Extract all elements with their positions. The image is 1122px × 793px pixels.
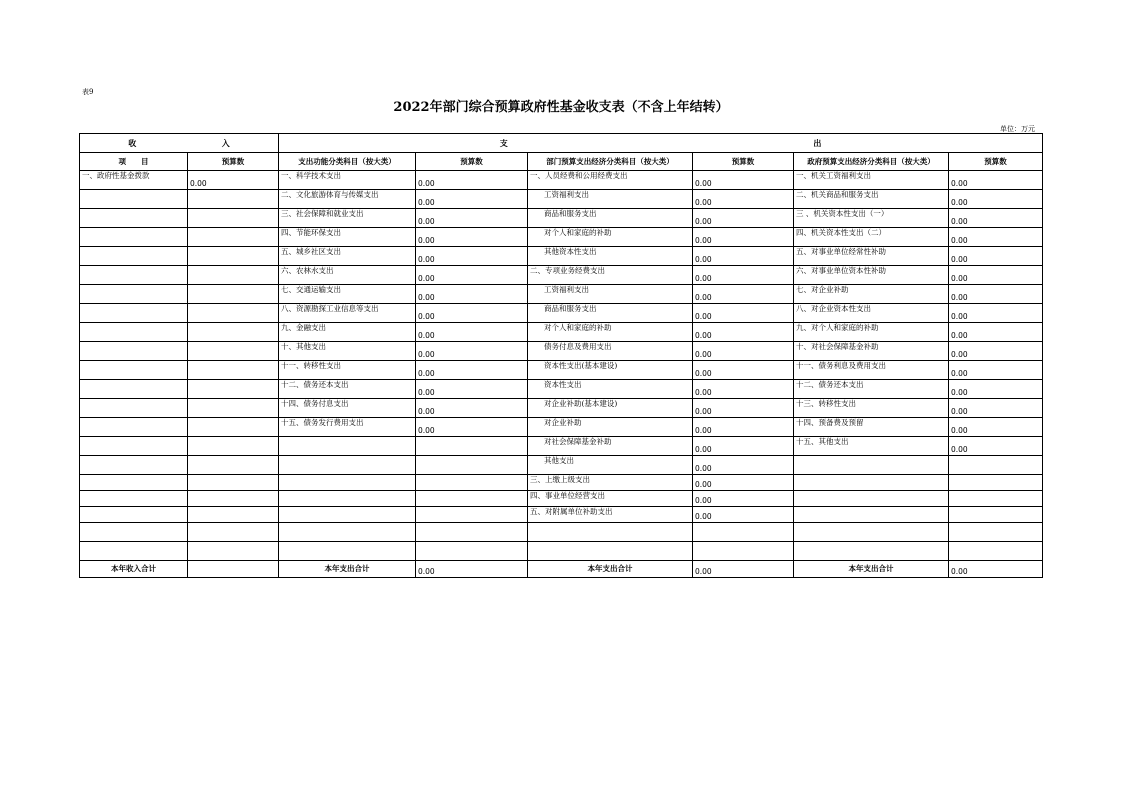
income-budget-cell <box>188 523 279 542</box>
income-budget-cell <box>188 475 279 491</box>
income-item-cell <box>80 380 188 399</box>
function-item-cell: 十、其他支出 <box>279 342 416 361</box>
dept-econ-item-cell: 对企业补助 <box>528 418 693 437</box>
dept-econ-budget-cell: 0.00 <box>693 418 794 437</box>
income-item-cell <box>80 342 188 361</box>
income-item-cell <box>80 491 188 507</box>
gov-econ-item-cell: 一、机关工资福利支出 <box>794 171 949 190</box>
function-budget-cell: 0.00 <box>416 304 528 323</box>
gov-econ-item-cell: 二、机关商品和服务支出 <box>794 190 949 209</box>
income-item-cell <box>80 247 188 266</box>
income-budget-cell <box>188 456 279 475</box>
total-value-cell <box>188 561 279 578</box>
dept-econ-item-cell: 对个人和家庭的补助 <box>528 228 693 247</box>
gov-econ-budget-cell: 0.00 <box>949 247 1043 266</box>
col-header-gov-econ-class: 政府预算支出经济分类科目（按大类） <box>794 153 949 171</box>
dept-econ-item-cell: 资本性支出(基本建设) <box>528 361 693 380</box>
dept-econ-item-cell: 商品和服务支出 <box>528 304 693 323</box>
income-budget-cell <box>188 247 279 266</box>
section-header-row <box>80 134 1043 153</box>
gov-econ-item-cell: 三 、机关资本性支出（一） <box>794 209 949 228</box>
dept-econ-budget-cell <box>693 523 794 542</box>
dept-econ-budget-cell: 0.00 <box>693 228 794 247</box>
dept-econ-budget-cell: 0.00 <box>693 361 794 380</box>
table-row <box>80 304 1043 323</box>
function-item-cell: 九、金融支出 <box>279 323 416 342</box>
income-budget-cell <box>188 380 279 399</box>
function-item-cell: 三、社会保障和就业支出 <box>279 209 416 228</box>
gov-econ-item-cell: 六、对事业单位资本性补助 <box>794 266 949 285</box>
gov-econ-budget-cell: 0.00 <box>949 380 1043 399</box>
income-budget-cell <box>188 491 279 507</box>
income-item-cell <box>80 266 188 285</box>
table-row <box>80 475 1043 491</box>
total-value-cell: 0.00 <box>416 561 528 578</box>
dept-econ-item-cell: 对企业补助(基本建设) <box>528 399 693 418</box>
income-item-cell <box>80 209 188 228</box>
gov-econ-item-cell <box>794 542 949 561</box>
function-budget-cell <box>416 456 528 475</box>
income-budget-cell <box>188 342 279 361</box>
dept-econ-item-cell: 工资福利支出 <box>528 285 693 304</box>
function-budget-cell <box>416 437 528 456</box>
table-number: 表9 <box>82 88 94 96</box>
dept-econ-item-cell: 三、上缴上级支出 <box>528 475 693 491</box>
function-item-cell: 十五、债务发行费用支出 <box>279 418 416 437</box>
income-budget-cell: 0.00 <box>188 171 279 190</box>
function-budget-cell: 0.00 <box>416 266 528 285</box>
totals-row <box>80 561 1043 578</box>
income-item-cell <box>80 542 188 561</box>
total-value-cell: 0.00 <box>949 561 1043 578</box>
income-item-cell <box>80 228 188 247</box>
function-budget-cell: 0.00 <box>416 190 528 209</box>
gov-econ-budget-cell: 0.00 <box>949 171 1043 190</box>
dept-econ-budget-cell: 0.00 <box>693 247 794 266</box>
gov-econ-item-cell <box>794 475 949 491</box>
table-row <box>80 437 1043 456</box>
function-item-cell: 八、资源勘探工业信息等支出 <box>279 304 416 323</box>
table-row <box>80 209 1043 228</box>
table-row <box>80 190 1043 209</box>
income-budget-cell <box>188 304 279 323</box>
function-item-cell: 二、文化旅游体育与传媒支出 <box>279 190 416 209</box>
gov-econ-budget-cell: 0.00 <box>949 209 1043 228</box>
dept-econ-item-cell: 商品和服务支出 <box>528 209 693 228</box>
income-item-cell <box>80 475 188 491</box>
dept-econ-item-cell: 五、对附属单位补助支出 <box>528 507 693 523</box>
gov-econ-budget-cell <box>949 456 1043 475</box>
income-budget-cell <box>188 228 279 247</box>
function-budget-cell: 0.00 <box>416 418 528 437</box>
gov-econ-item-cell: 十一、债务利息及费用支出 <box>794 361 949 380</box>
gov-econ-budget-cell <box>949 475 1043 491</box>
gov-econ-budget-cell: 0.00 <box>949 418 1043 437</box>
table-row <box>80 399 1043 418</box>
gov-econ-item-cell: 十三、转移性支出 <box>794 399 949 418</box>
income-budget-cell <box>188 209 279 228</box>
gov-econ-budget-cell: 0.00 <box>949 342 1043 361</box>
table-row <box>80 266 1043 285</box>
income-item-cell <box>80 418 188 437</box>
income-section-char-1: 收 <box>128 138 137 148</box>
col-header-function-class: 支出功能分类科目（按大类） <box>279 153 416 171</box>
income-item-cell <box>80 304 188 323</box>
table-row <box>80 380 1043 399</box>
income-section-char-2: 入 <box>221 138 230 148</box>
table-row <box>80 247 1043 266</box>
function-budget-cell <box>416 475 528 491</box>
function-budget-cell <box>416 542 528 561</box>
dept-econ-budget-cell: 0.00 <box>693 491 794 507</box>
gov-econ-budget-cell <box>949 523 1043 542</box>
function-item-cell: 十四、债务付息支出 <box>279 399 416 418</box>
income-item-cell <box>80 190 188 209</box>
income-item-cell <box>80 361 188 380</box>
page-title: 2022年部门综合预算政府性基金收支表（不含上年结转） <box>393 100 729 115</box>
gov-econ-item-cell: 七、对企业补助 <box>794 285 949 304</box>
income-budget-cell <box>188 361 279 380</box>
table-row <box>80 507 1043 523</box>
function-item-cell: 一、科学技术支出 <box>279 171 416 190</box>
dept-econ-budget-cell: 0.00 <box>693 266 794 285</box>
income-item-cell <box>80 323 188 342</box>
gov-econ-budget-cell: 0.00 <box>949 437 1043 456</box>
function-budget-cell: 0.00 <box>416 399 528 418</box>
gov-econ-budget-cell: 0.00 <box>949 399 1043 418</box>
gov-econ-item-cell: 十、对社会保障基金补助 <box>794 342 949 361</box>
function-item-cell: 四、节能环保支出 <box>279 228 416 247</box>
dept-econ-item-cell: 债务付息及费用支出 <box>528 342 693 361</box>
table-row <box>80 228 1043 247</box>
income-budget-cell <box>188 190 279 209</box>
gov-econ-item-cell: 四、机关资本性支出（二） <box>794 228 949 247</box>
table-row <box>80 323 1043 342</box>
dept-econ-budget-cell: 0.00 <box>693 209 794 228</box>
col-header-budget: 预算数 <box>416 153 528 171</box>
expense-section-char-2: 出 <box>813 138 822 148</box>
table-row <box>80 523 1043 542</box>
function-budget-cell: 0.00 <box>416 342 528 361</box>
dept-econ-item-cell: 对个人和家庭的补助 <box>528 323 693 342</box>
income-budget-cell <box>188 399 279 418</box>
income-budget-cell <box>188 285 279 304</box>
gov-econ-item-cell <box>794 456 949 475</box>
function-item-cell <box>279 456 416 475</box>
table-row <box>80 285 1043 304</box>
dept-econ-item-cell <box>528 523 693 542</box>
gov-econ-budget-cell: 0.00 <box>949 285 1043 304</box>
income-item-cell <box>80 399 188 418</box>
total-label-cell: 本年支出合计 <box>279 561 416 578</box>
function-budget-cell: 0.00 <box>416 285 528 304</box>
income-budget-cell <box>188 507 279 523</box>
function-budget-cell: 0.00 <box>416 209 528 228</box>
table-row <box>80 418 1043 437</box>
col-header-dept-econ-class: 部门预算支出经济分类科目（按大类） <box>528 153 693 171</box>
dept-econ-budget-cell: 0.00 <box>693 507 794 523</box>
function-budget-cell: 0.00 <box>416 171 528 190</box>
gov-econ-budget-cell: 0.00 <box>949 228 1043 247</box>
col-header-budget: 预算数 <box>693 153 794 171</box>
col-header-item: 项 目 <box>80 153 188 171</box>
income-budget-cell <box>188 418 279 437</box>
gov-econ-budget-cell <box>949 542 1043 561</box>
dept-econ-budget-cell: 0.00 <box>693 437 794 456</box>
dept-econ-budget-cell <box>693 542 794 561</box>
dept-econ-item-cell: 其他资本性支出 <box>528 247 693 266</box>
income-item-cell <box>80 523 188 542</box>
function-budget-cell <box>416 491 528 507</box>
total-value-cell: 0.00 <box>693 561 794 578</box>
function-item-cell <box>279 523 416 542</box>
unit-note: 单位：万元 <box>1000 125 1035 133</box>
dept-econ-budget-cell: 0.00 <box>693 342 794 361</box>
dept-econ-item-cell: 四、事业单位经营支出 <box>528 491 693 507</box>
gov-econ-item-cell <box>794 507 949 523</box>
income-item-cell <box>80 285 188 304</box>
dept-econ-item-cell: 一、人员经费和公用经费支出 <box>528 171 693 190</box>
col-header-budget: 预算数 <box>949 153 1043 171</box>
dept-econ-budget-cell: 0.00 <box>693 456 794 475</box>
function-item-cell <box>279 475 416 491</box>
function-item-cell: 十二、债务还本支出 <box>279 380 416 399</box>
table-row <box>80 361 1043 380</box>
dept-econ-item-cell <box>528 542 693 561</box>
dept-econ-item-cell: 其他支出 <box>528 456 693 475</box>
function-budget-cell: 0.00 <box>416 228 528 247</box>
dept-econ-item-cell: 资本性支出 <box>528 380 693 399</box>
function-budget-cell: 0.00 <box>416 361 528 380</box>
gov-econ-budget-cell: 0.00 <box>949 323 1043 342</box>
income-item-cell <box>80 507 188 523</box>
dept-econ-item-cell: 二、专项业务经费支出 <box>528 266 693 285</box>
gov-econ-item-cell: 十四、预备费及预留 <box>794 418 949 437</box>
gov-econ-item-cell <box>794 523 949 542</box>
total-label-cell: 本年支出合计 <box>528 561 693 578</box>
table-row <box>80 342 1043 361</box>
table-row <box>80 542 1043 561</box>
dept-econ-budget-cell: 0.00 <box>693 475 794 491</box>
gov-econ-budget-cell: 0.00 <box>949 361 1043 380</box>
dept-econ-budget-cell: 0.00 <box>693 190 794 209</box>
income-budget-cell <box>188 542 279 561</box>
function-budget-cell: 0.00 <box>416 247 528 266</box>
function-item-cell: 七、交通运输支出 <box>279 285 416 304</box>
column-header-row <box>80 153 1043 171</box>
dept-econ-item-cell: 对社会保障基金补助 <box>528 437 693 456</box>
function-item-cell: 十一、转移性支出 <box>279 361 416 380</box>
gov-econ-budget-cell <box>949 491 1043 507</box>
dept-econ-item-cell: 工资福利支出 <box>528 190 693 209</box>
dept-econ-budget-cell: 0.00 <box>693 399 794 418</box>
table-row <box>80 491 1043 507</box>
income-section-header <box>80 134 279 153</box>
gov-econ-item-cell: 九、对个人和家庭的补助 <box>794 323 949 342</box>
income-item-cell <box>80 437 188 456</box>
gov-econ-budget-cell <box>949 507 1043 523</box>
gov-econ-budget-cell: 0.00 <box>949 266 1043 285</box>
gov-econ-item-cell <box>794 491 949 507</box>
income-item-cell <box>80 456 188 475</box>
dept-econ-budget-cell: 0.00 <box>693 323 794 342</box>
expense-section-header <box>279 134 1043 153</box>
gov-econ-item-cell: 十五、其他支出 <box>794 437 949 456</box>
total-label-cell: 本年支出合计 <box>794 561 949 578</box>
function-budget-cell <box>416 507 528 523</box>
income-item-cell: 一、政府性基金拨款 <box>80 171 188 190</box>
table-row <box>80 171 1043 190</box>
gov-econ-item-cell: 八、对企业资本性支出 <box>794 304 949 323</box>
function-item-cell <box>279 542 416 561</box>
dept-econ-budget-cell: 0.00 <box>693 304 794 323</box>
gov-econ-item-cell: 五、对事业单位经常性补助 <box>794 247 949 266</box>
income-budget-cell <box>188 323 279 342</box>
function-item-cell: 五、城乡社区支出 <box>279 247 416 266</box>
total-label-cell: 本年收入合计 <box>80 561 188 578</box>
dept-econ-budget-cell: 0.00 <box>693 380 794 399</box>
function-budget-cell <box>416 523 528 542</box>
income-budget-cell <box>188 437 279 456</box>
function-budget-cell: 0.00 <box>416 380 528 399</box>
gov-econ-budget-cell: 0.00 <box>949 190 1043 209</box>
dept-econ-budget-cell: 0.00 <box>693 285 794 304</box>
function-item-cell <box>279 491 416 507</box>
dept-econ-budget-cell: 0.00 <box>693 171 794 190</box>
col-header-budget: 预算数 <box>188 153 279 171</box>
function-item-cell <box>279 507 416 523</box>
gov-econ-item-cell: 十二、债务还本支出 <box>794 380 949 399</box>
table-row <box>80 456 1043 475</box>
budget-table <box>79 133 1043 578</box>
income-budget-cell <box>188 266 279 285</box>
expense-section-char-1: 支 <box>499 138 508 148</box>
function-item-cell <box>279 437 416 456</box>
function-budget-cell: 0.00 <box>416 323 528 342</box>
gov-econ-budget-cell: 0.00 <box>949 304 1043 323</box>
function-item-cell: 六、农林水支出 <box>279 266 416 285</box>
